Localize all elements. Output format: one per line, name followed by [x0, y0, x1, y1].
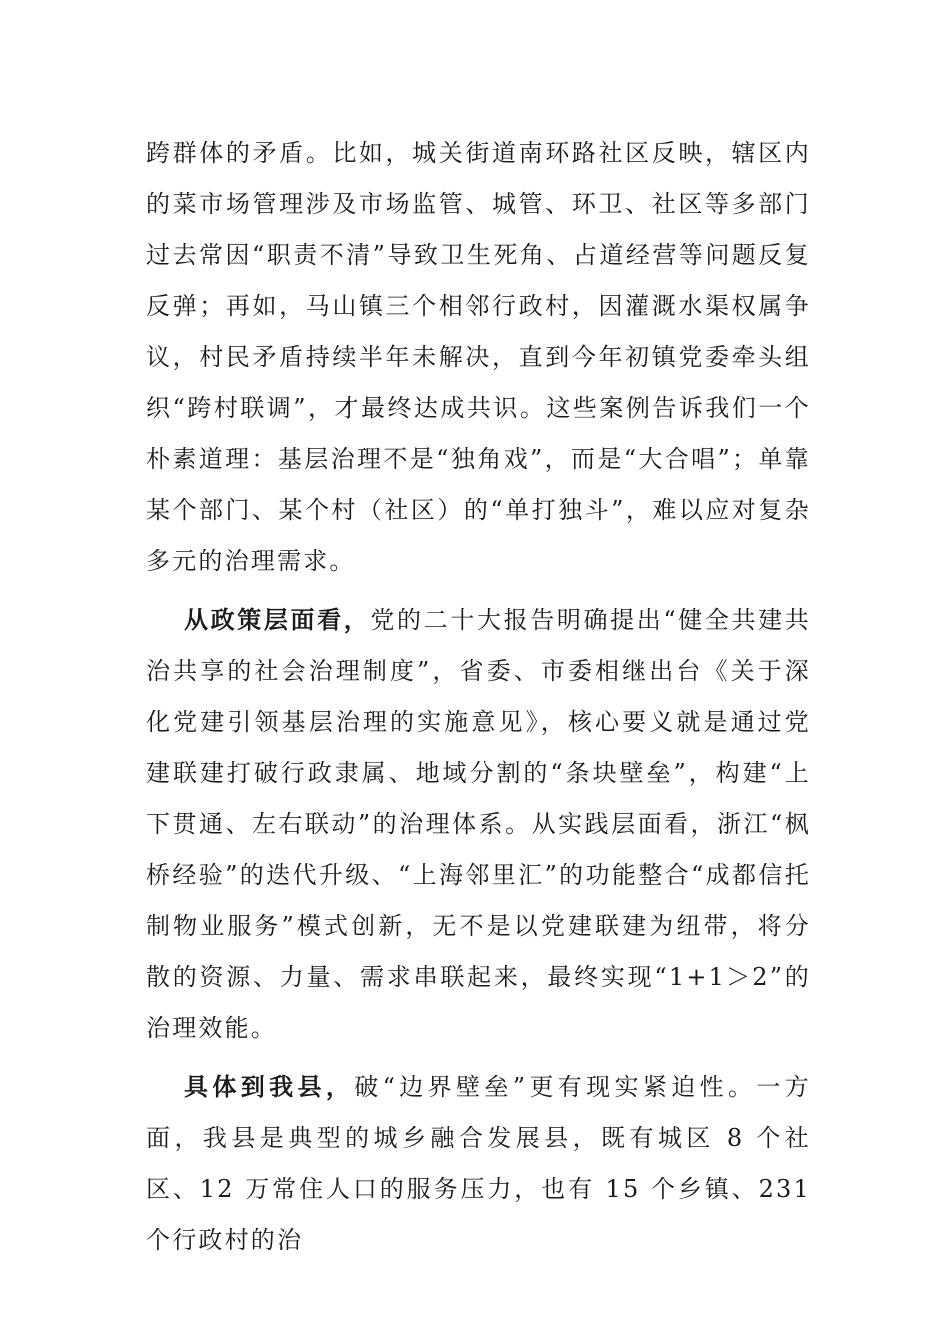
- paragraph-3: [146, 1061, 811, 1266]
- paragraph-2: [146, 594, 811, 1054]
- paragraph-1: [146, 128, 811, 587]
- paragraph-3-lead: 具体到我县，: [184, 1072, 355, 1101]
- paragraph-2-text: 党的二十大报告明确提出“健全共建共治共享的社会治理制度”，省委、市委相继出台《关于深化党建引领基层治理的实施意见》，核心要义就是通过党建联建打破行政隶属、地域分割的“条块壁垒”，构建“上下贯通、左右联动”的治理体系。从实践层面看，浙江“枫桥经验”的迭代升级、“上海邻里汇”的功能整合“成都信托制物业服务”模式创新，无不是以党建联建为纽带，将分散的资源、力量、需求串联起来，最终实现“1+1＞2”的治理效能。: [146, 606, 811, 1042]
- paragraph-1-text: 跨群体的矛盾。比如，城关街道南环路社区反映，辖区内的菜市场管理涉及市场监管、城管、环卫、社区等多部门过去常因“职责不清”导致卫生死角、占道经营等问题反复反弹；再如，马山镇三个相邻行政村，因灌溉水渠权属争议，村民矛盾持续半年未解决，直到今年初镇党委牵头组织“跨村联调”，才最终达成共识。这些案例告诉我们一个朴素道理：基层治理不是“独角戏”，而是“大合唱”；单靠某个部门、某个村（社区）的“单打独斗”，难以应对复杂多元的治理需求。: [146, 139, 811, 575]
- paragraph-3-text: 破“边界壁垒”更有现实紧迫性。一方面，我县是典型的城乡融合发展县，既有城区 8 个社区、12 万常住人口的服务压力，也有 15 个乡镇、231 个行政村的治: [146, 1073, 811, 1254]
- document-page: [146, 128, 811, 1266]
- paragraph-2-lead: 从政策层面看，: [184, 605, 371, 634]
